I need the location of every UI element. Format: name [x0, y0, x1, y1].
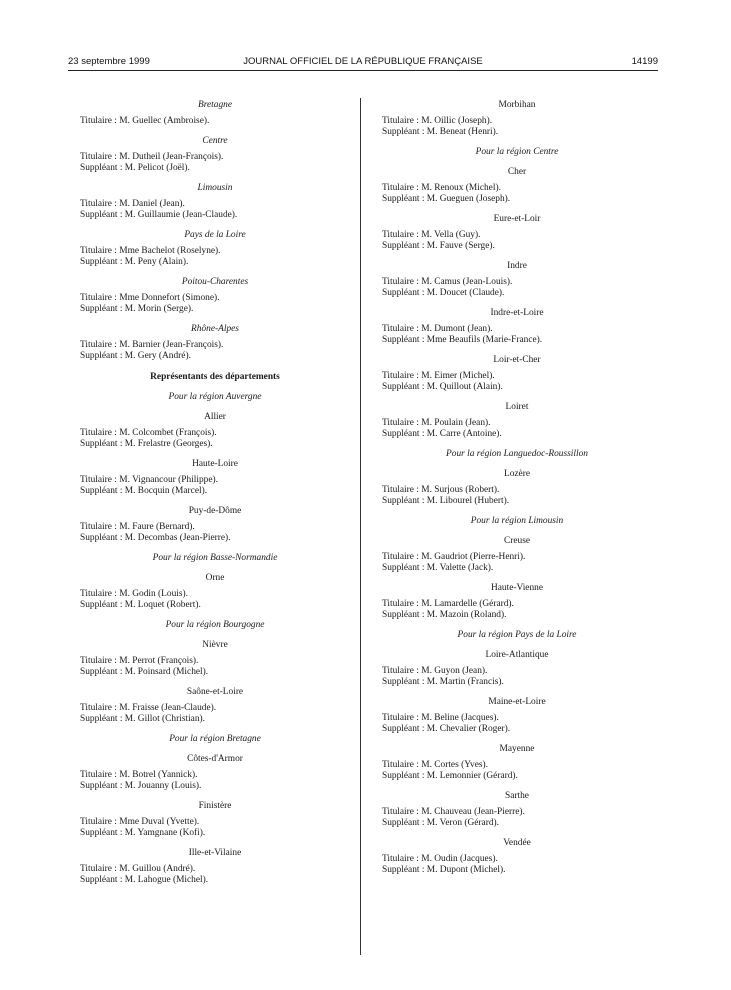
department-heading: Creuse [503, 536, 531, 546]
department-heading: Ille-et-Vilaine [188, 848, 242, 858]
member-entry: Suppléant : M. Gery (André). [80, 351, 191, 361]
member-entry: Titulaire : M. Guyon (Jean). [382, 666, 488, 676]
member-entry: Titulaire : M. Barnier (Jean-François). [80, 340, 224, 350]
member-entry: Titulaire : M. Faure (Bernard). [80, 522, 195, 532]
department-heading: Loiret [505, 402, 529, 412]
region-heading: Pour la région Bretagne [169, 734, 261, 744]
member-entry: Suppléant : M. Mazoin (Roland). [382, 610, 507, 620]
department-heading: Puy-de-Dôme [188, 506, 242, 516]
department-heading: Indre [507, 261, 527, 271]
region-heading: Pour la région Languedoc-Roussillon [446, 449, 588, 459]
member-entry: Suppléant : M. Guillaumie (Jean-Claude). [80, 210, 238, 220]
member-entry: Suppléant : M. Beneat (Henri). [382, 127, 499, 137]
member-entry: Suppléant : M. Jouanny (Louis). [80, 781, 202, 791]
department-heading: Morbihan [498, 100, 536, 110]
department-heading: Cher [507, 167, 527, 177]
department-heading: Orne [205, 573, 225, 583]
page-number: 14199 [631, 56, 658, 67]
member-entry: Suppléant : M. Peny (Alain). [80, 257, 189, 267]
member-entry: Titulaire : M. Eimer (Michel). [382, 371, 495, 381]
member-entry: Titulaire : M. Beline (Jacques). [382, 713, 499, 723]
region-heading: Pour la région Basse-Normandie [152, 553, 278, 563]
member-entry: Titulaire : M. Colcombet (François). [80, 428, 217, 438]
region-heading: Limousin [197, 183, 233, 193]
member-entry: Titulaire : Mme Bachelot (Roselyne). [80, 246, 221, 256]
member-entry: Suppléant : M. Loquet (Robert). [80, 600, 201, 610]
member-entry: Suppléant : M. Decombas (Jean-Pierre). [80, 533, 231, 543]
department-heading: Allier [204, 412, 226, 422]
member-entry: Titulaire : M. Guellec (Ambroise). [80, 116, 210, 126]
department-heading: Mayenne [499, 744, 535, 754]
section-heading: Représentants des départements [150, 372, 280, 382]
member-entry: Titulaire : M. Perrot (François). [80, 656, 199, 666]
column-divider [360, 98, 361, 955]
member-entry: Titulaire : M. Godin (Louis). [80, 589, 188, 599]
member-entry: Titulaire : M. Surjous (Robert). [382, 485, 500, 495]
region-heading: Bretagne [197, 100, 233, 110]
member-entry: Titulaire : M. Chauveau (Jean-Pierre). [382, 807, 525, 817]
member-entry: Titulaire : M. Botrel (Yannick). [80, 770, 198, 780]
left-column [80, 100, 350, 886]
member-entry: Suppléant : M. Chevalier (Roger). [382, 724, 511, 734]
member-entry: Suppléant : M. Lahogue (Michel). [80, 875, 209, 885]
page-header [68, 56, 658, 70]
member-entry: Titulaire : M. Gaudriot (Pierre-Henri). [382, 552, 526, 562]
member-entry: Titulaire : M. Lamardelle (Gérard). [382, 599, 514, 609]
member-entry: Suppléant : M. Veron (Gérard). [382, 818, 499, 828]
department-heading: Lozère [503, 469, 531, 479]
department-heading: Finistère [198, 801, 232, 811]
member-entry: Titulaire : M. Dutheil (Jean-François). [80, 152, 224, 162]
member-entry: Suppléant : M. Valette (Jack). [382, 563, 494, 573]
member-entry: Suppléant : M. Dupont (Michel). [382, 865, 506, 875]
member-entry: Suppléant : M. Fauve (Serge). [382, 241, 495, 251]
member-entry: Titulaire : M. Poulain (Jean). [382, 418, 491, 428]
member-entry: Suppléant : M. Quillout (Alain). [382, 382, 503, 392]
member-entry: Titulaire : M. Renoux (Michel). [382, 183, 501, 193]
department-heading: Loire-Atlantique [485, 650, 549, 660]
department-heading: Sarthe [505, 791, 529, 801]
member-entry: Titulaire : M. Oudin (Jacques). [382, 854, 498, 864]
member-entry: Titulaire : M. Cortes (Yves). [382, 760, 488, 770]
department-heading: Maine-et-Loire [488, 697, 546, 707]
department-heading: Côtes-d'Armor [187, 754, 243, 764]
member-entry: Suppléant : M. Poinsard (Michel). [80, 667, 209, 677]
member-entry: Suppléant : M. Carre (Antoine). [382, 429, 502, 439]
region-heading: Pour la région Auvergne [168, 392, 262, 402]
member-entry: Titulaire : M. Guillou (André). [80, 864, 196, 874]
member-entry: Suppléant : M. Libourel (Hubert). [382, 496, 510, 506]
member-entry: Titulaire : M. Dumont (Jean). [382, 324, 493, 334]
member-entry: Suppléant : M. Frelastre (Georges). [80, 439, 213, 449]
member-entry: Suppléant : M. Doucet (Claude). [382, 288, 505, 298]
member-entry: Suppléant : M. Morin (Serge). [80, 304, 194, 314]
department-heading: Nièvre [202, 640, 228, 650]
region-heading: Centre [202, 136, 228, 146]
member-entry: Suppléant : M. Gillot (Christian). [80, 714, 205, 724]
department-heading: Loir-et-Cher [493, 355, 541, 365]
header-rule [68, 70, 658, 71]
region-heading: Pour la région Limousin [470, 516, 564, 526]
member-entry: Titulaire : M. Fraisse (Jean-Claude). [80, 703, 217, 713]
member-entry: Suppléant : M. Gueguen (Joseph). [382, 194, 511, 204]
right-column [382, 100, 652, 876]
member-entry: Titulaire : Mme Duval (Yvette). [80, 817, 200, 827]
member-entry: Titulaire : M. Vella (Guy). [382, 230, 481, 240]
member-entry: Titulaire : M. Vignancour (Philippe). [80, 475, 218, 485]
member-entry: Titulaire : M. Oillic (Joseph). [382, 116, 493, 126]
department-heading: Eure-et-Loir [493, 214, 541, 224]
region-heading: Pays de la Loire [184, 230, 246, 240]
member-entry: Suppléant : M. Martin (Francis). [382, 677, 504, 687]
member-entry: Suppléant : Mme Beaufils (Marie-France). [382, 335, 543, 345]
department-heading: Haute-Vienne [490, 583, 543, 593]
region-heading: Poitou-Charentes [181, 277, 249, 287]
journal-title: JOURNAL OFFICIEL DE LA RÉPUBLIQUE FRANÇAISE [243, 56, 483, 67]
department-heading: Haute-Loire [192, 459, 238, 469]
member-entry: Suppléant : M. Yamgnane (Kofi). [80, 828, 206, 838]
department-heading: Indre-et-Loire [490, 308, 544, 318]
member-entry: Suppléant : M. Pelicot (Joël). [80, 163, 190, 173]
member-entry: Suppléant : M. Bocquin (Marcel). [80, 486, 208, 496]
region-heading: Pour la région Bourgogne [165, 620, 265, 630]
issue-date: 23 septembre 1999 [68, 56, 150, 67]
member-entry: Titulaire : Mme Donnefort (Simone). [80, 293, 220, 303]
department-heading: Vendée [503, 838, 531, 848]
member-entry: Titulaire : M. Daniel (Jean). [80, 199, 185, 209]
department-heading: Saône-et-Loire [186, 687, 244, 697]
region-heading: Rhône-Alpes [191, 324, 239, 334]
region-heading: Pour la région Pays de la Loire [457, 630, 577, 640]
region-heading: Pour la région Centre [475, 147, 559, 157]
member-entry: Titulaire : M. Camus (Jean-Louis). [382, 277, 513, 287]
member-entry: Suppléant : M. Lemonnier (Gérard). [382, 771, 518, 781]
